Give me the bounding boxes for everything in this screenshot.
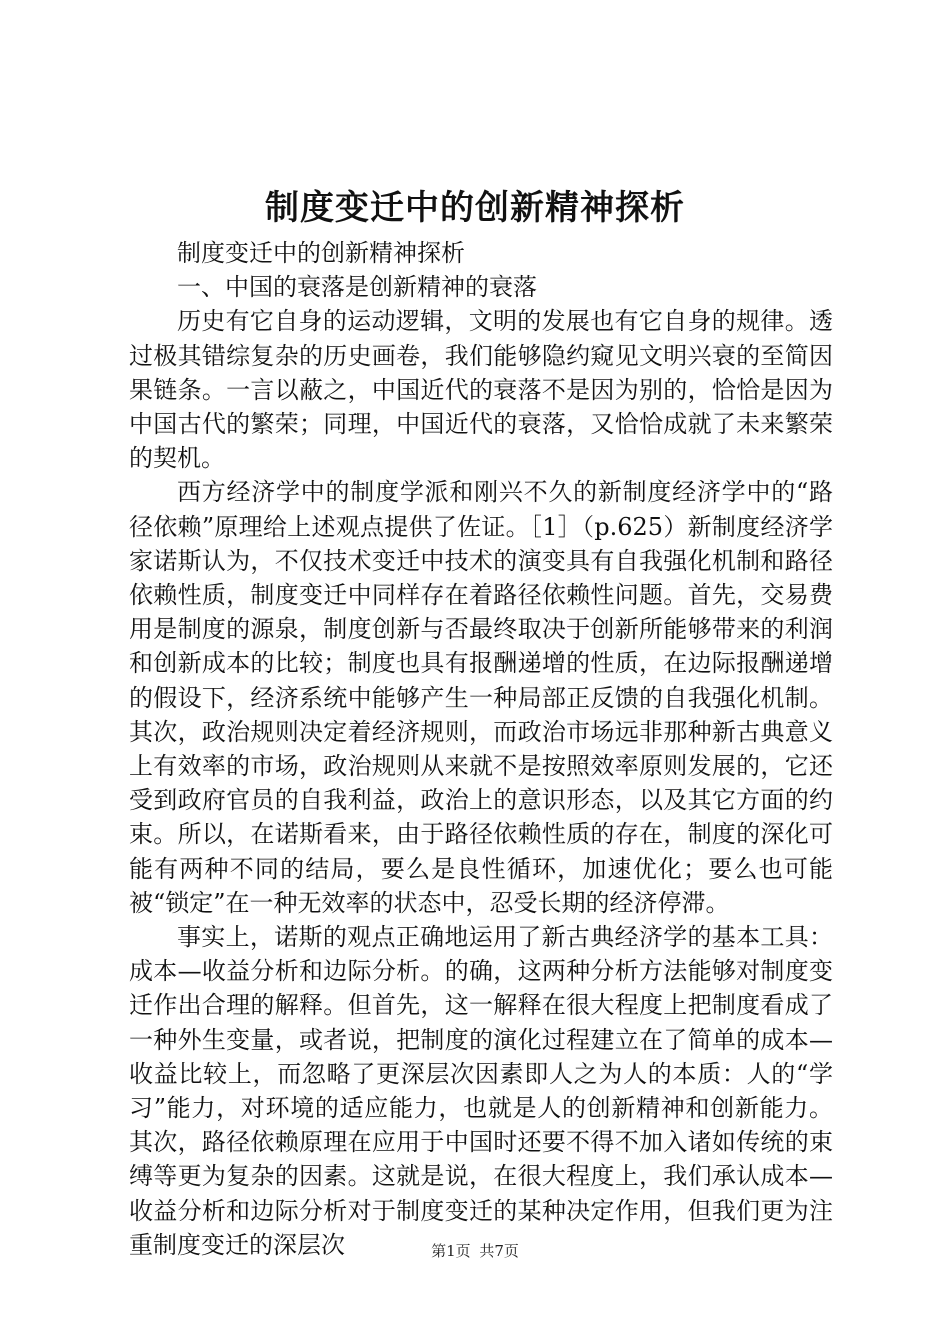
document-body bbox=[129, 236, 833, 1262]
page-footer bbox=[0, 1240, 950, 1262]
paragraph: 事实上，诺斯的观点正确地运用了新古典经济学的基本工具：成本—收益分析和边际分析。的确，这两种分析方法能够对制度变迁作出合理的解释。但首先，这一解释在很大程度上把制度看成了一种外生变量，或者说，把制度的演化过程建立在了简单的成本—收益比较上，而忽略了更深层次因素即人之为人的本质：人的“学习”能力，对环境的适应能力，也就是人的创新精神和创新能力。其次，路径依赖原理在应用于中国时还要不得不加入诸如传统的束缚等更为复杂的因素。这就是说，在很大程度上，我们承认成本—收益分析和边际分析对于制度变迁的某种决定作用，但我们更为注重制度变迁的深层次 bbox=[129, 923, 833, 1259]
page-title: 制度变迁中的创新精神探析 bbox=[265, 188, 685, 228]
page-total: 共7页 bbox=[479, 1242, 519, 1260]
subtitle-line: 制度变迁中的创新精神探析 bbox=[177, 239, 465, 267]
section-heading: 一、中国的衰落是创新精神的衰落 bbox=[177, 273, 537, 302]
page-number: 第1页 bbox=[431, 1242, 471, 1260]
paragraph: 历史有它自身的运动逻辑，文明的发展也有它自身的规律。透过极其错综复杂的历史画卷，我们能够隐约窥见文明兴衰的至简因果链条。一言以蔽之，中国近代的衰落不是因为别的，恰恰是因为中国古代的繁荣；同理，中国近代的衰落，又恰恰成就了未来繁荣的契机。 bbox=[129, 307, 833, 473]
paragraph: 西方经济学中的制度学派和刚兴不久的新制度经济学中的“路径依赖”原理给上述观点提供了佐证。［1］（p.625）新制度经济学家诺斯认为，不仅技术变迁中技术的演变具有自我强化机制和路径依赖性质，制度变迁中同样存在着路径依赖性问题。首先，交易费用是制度的源泉，制度创新与否最终取决于创新所能够带来的利润和创新成本的比较；制度也具有报酬递增的性质，在边际报酬递增的假设下，经济系统中能够产生一种局部正反馈的自我强化机制。其次，政治规则决定着经济规则，而政治市场远非那种新古典意义上有效率的市场，政治规则从来就不是按照效率原则发展的，它还受到政府官员的自我利益，政治上的意识形态，以及其它方面的约束。所以，在诺斯看来，由于路径依赖性质的存在，制度的深化可能有两种不同的结局，要么是良性循环，加速优化；要么也可能被“锁定”在一种无效率的状态中，忍受长期的经济停滞。 bbox=[129, 478, 833, 917]
